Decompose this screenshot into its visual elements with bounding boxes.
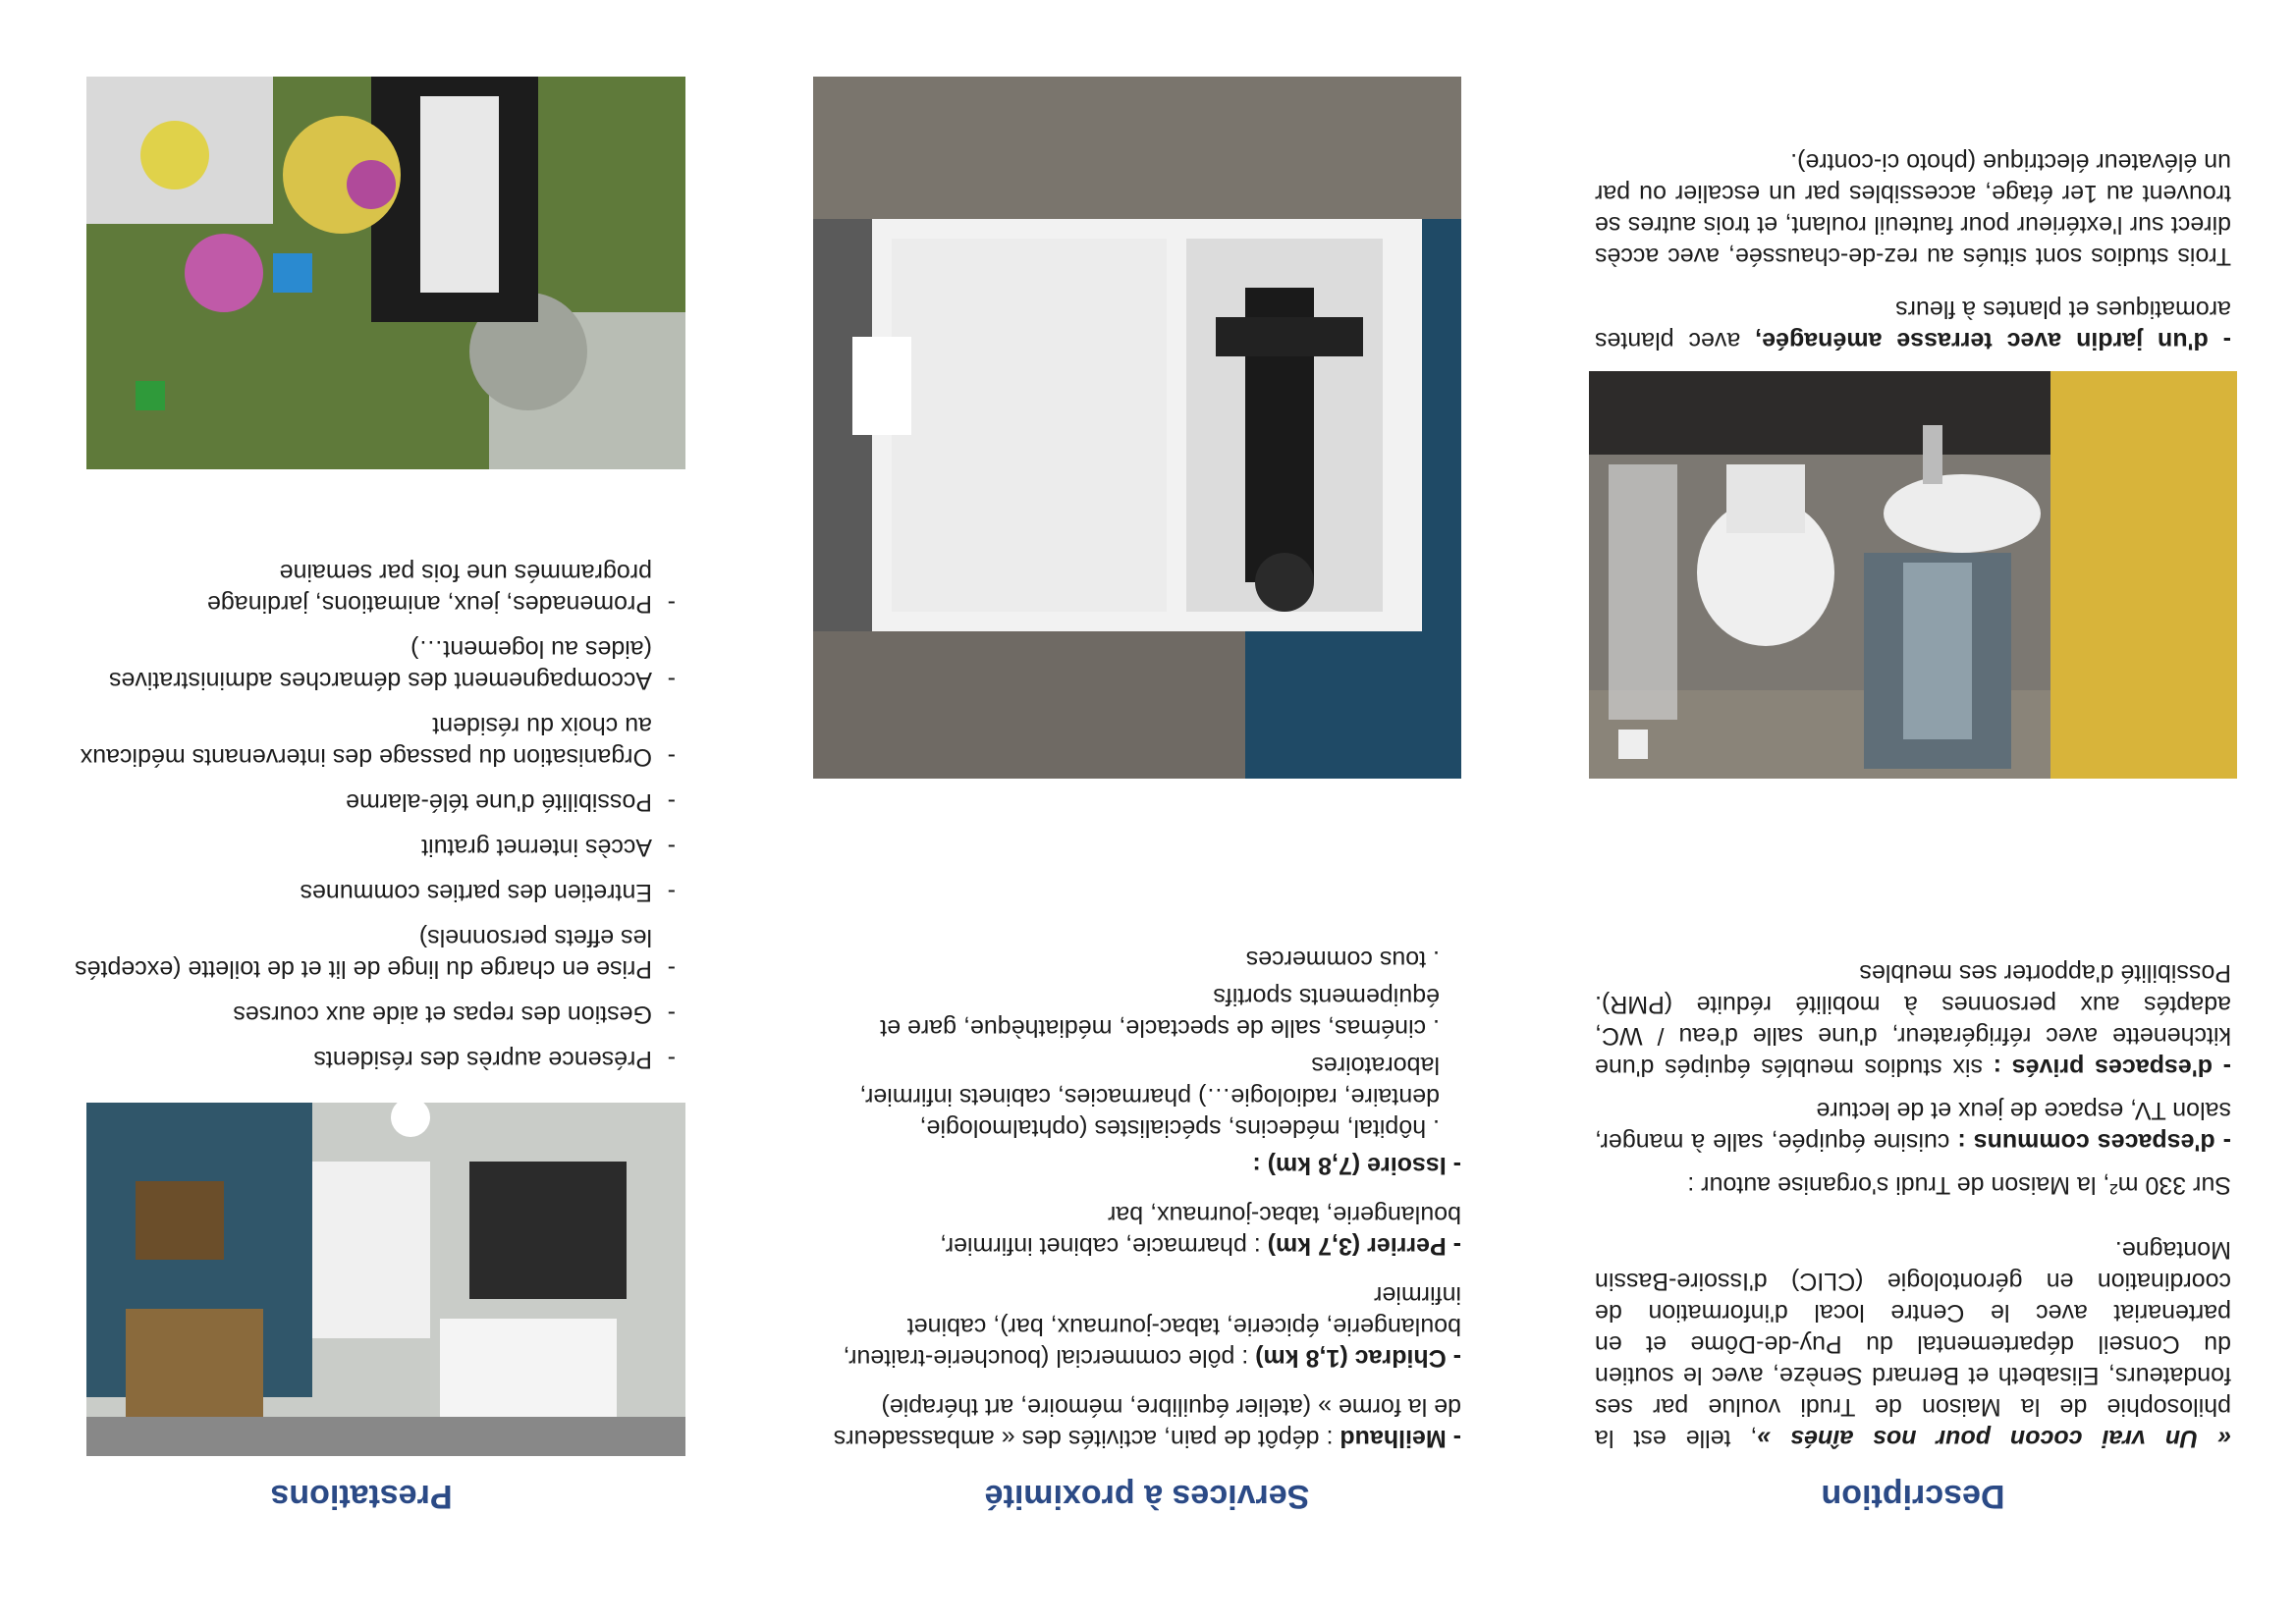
prestation-item: - Organisation du passage des intervenants médicaux au choix du résident (80, 712, 676, 771)
issoire-item: . cinémas, salle de spectacle, médiathèque, gare et équipements sportifs (880, 983, 1440, 1042)
services-title: Services à proximité (984, 1478, 1310, 1515)
prestation-item: - Accompagnement des démarches administratives (aides au logement…) (108, 635, 676, 694)
prestations-column (37, 0, 685, 1623)
perrier-text: : pharmacie, cabinet infirmier, boulangerie, tabac-journaux, bar (940, 1201, 1461, 1260)
prestation-item: - Prise en charge du linge de lit et de toilette (exceptés les effets personnels) (75, 924, 676, 983)
garden-photo (86, 77, 685, 469)
prives-text: six studios meublés équipés d'une kitchenette avec réfrigérateur, d'une salle d'eau / WC, adaptés aux personnes à mobilité réduite (PMR). Possibilité d'apporter ses meubles (1595, 959, 2231, 1081)
living-room-photo (86, 1103, 685, 1456)
issoire-label: - Issoire (7,8 km) : (1252, 1152, 1461, 1179)
intro-text: , telle est la philosophie de la Maison de Trudi voulue par ses fondateurs, Elisabeth et Bernard Senèze, avec le soutien du Conseil départemental du Puy-de-Dôme et en partenariat avec le Centre local d'information de coordination en gérontologie (CLIC) d'Issoire-Bassin Montagne. (1595, 1236, 2231, 1452)
meilhaud-label: - Meilhaud (1339, 1425, 1461, 1452)
prestation-item: - Gestion des repas et aide aux courses (233, 1001, 676, 1028)
prestations-title: Prestations (270, 1478, 453, 1515)
prestation-item: - Entretien des parties communes (300, 879, 676, 906)
prestation-item: - Accès internet gratuit (421, 834, 676, 861)
issoire-item: . hôpital, médecins, spécialistes (ophtalmologie, dentaire, radiologie…) pharmacies, cabinets infirmier, laboratoires (859, 1052, 1440, 1142)
chidrac-label: - Chidrac (1,8 km) (1255, 1344, 1461, 1372)
prestation-item: - Présence auprès des résidents (313, 1046, 676, 1073)
perrier-label: - Perrier (3,7 km) (1267, 1232, 1461, 1260)
prestations-list (67, 543, 676, 1075)
services-list (833, 944, 1461, 1454)
description-intro (1595, 957, 2231, 1454)
description-column (1579, 0, 2247, 1623)
description-jardin (1595, 146, 2231, 356)
jardin-label: - d'un jardin avec terrasse aménagée, (1755, 327, 2231, 354)
prestation-item: - Promenades, jeux, animations, jardinage programmés une fois par semaine (206, 559, 676, 618)
meilhaud-text: : dépôt de pain, activités des « ambassadeurs de la forme » (atelier équilibre, mémoire, art thérapie) (833, 1393, 1461, 1452)
studios-text: Trois studios sont situés au rez-de-chaussée, avec accès direct sur l'extérieur pour fauteuil roulant, et trois autres se trouvent au 1er étage, accessibles par un escalier ou par un élévateur électrique (photo ci-contre). (1595, 148, 2231, 270)
prives-label: - d'espaces privés : (1993, 1054, 2231, 1081)
bathroom-photo (1589, 371, 2237, 779)
elevator-illustration (813, 77, 1461, 779)
prestation-item: - Possibilité d'une télé-alarme (346, 788, 676, 816)
garden-illustration (86, 77, 685, 469)
living-room-illustration (86, 1103, 685, 1456)
chidrac-text: : pôle commercial (boucherie-traiteur, boulangerie, épicerie, tabac-journaux, bar), cabinet infirmier (843, 1281, 1461, 1372)
elevator-photo (813, 77, 1461, 779)
issoire-item: . tous commerces (1245, 946, 1440, 973)
communs-text: cuisine équipée, salle à manger, salon TV, espace de jeux et de lecture (1595, 1097, 2231, 1156)
services-column (813, 0, 1481, 1623)
intro-quote: « Un vrai cocon pour nos aînés » (1757, 1425, 2231, 1452)
description-title: Description (1821, 1478, 2005, 1515)
communs-label: - d'espaces communs : (1957, 1128, 2231, 1156)
jardin-text: avec plantes aromatiques et plantes à fleurs (1595, 296, 2231, 354)
surface-text: Sur 330 m², la Maison de Trudi s'organise autour : (1687, 1171, 2231, 1199)
bathroom-illustration (1589, 371, 2237, 779)
